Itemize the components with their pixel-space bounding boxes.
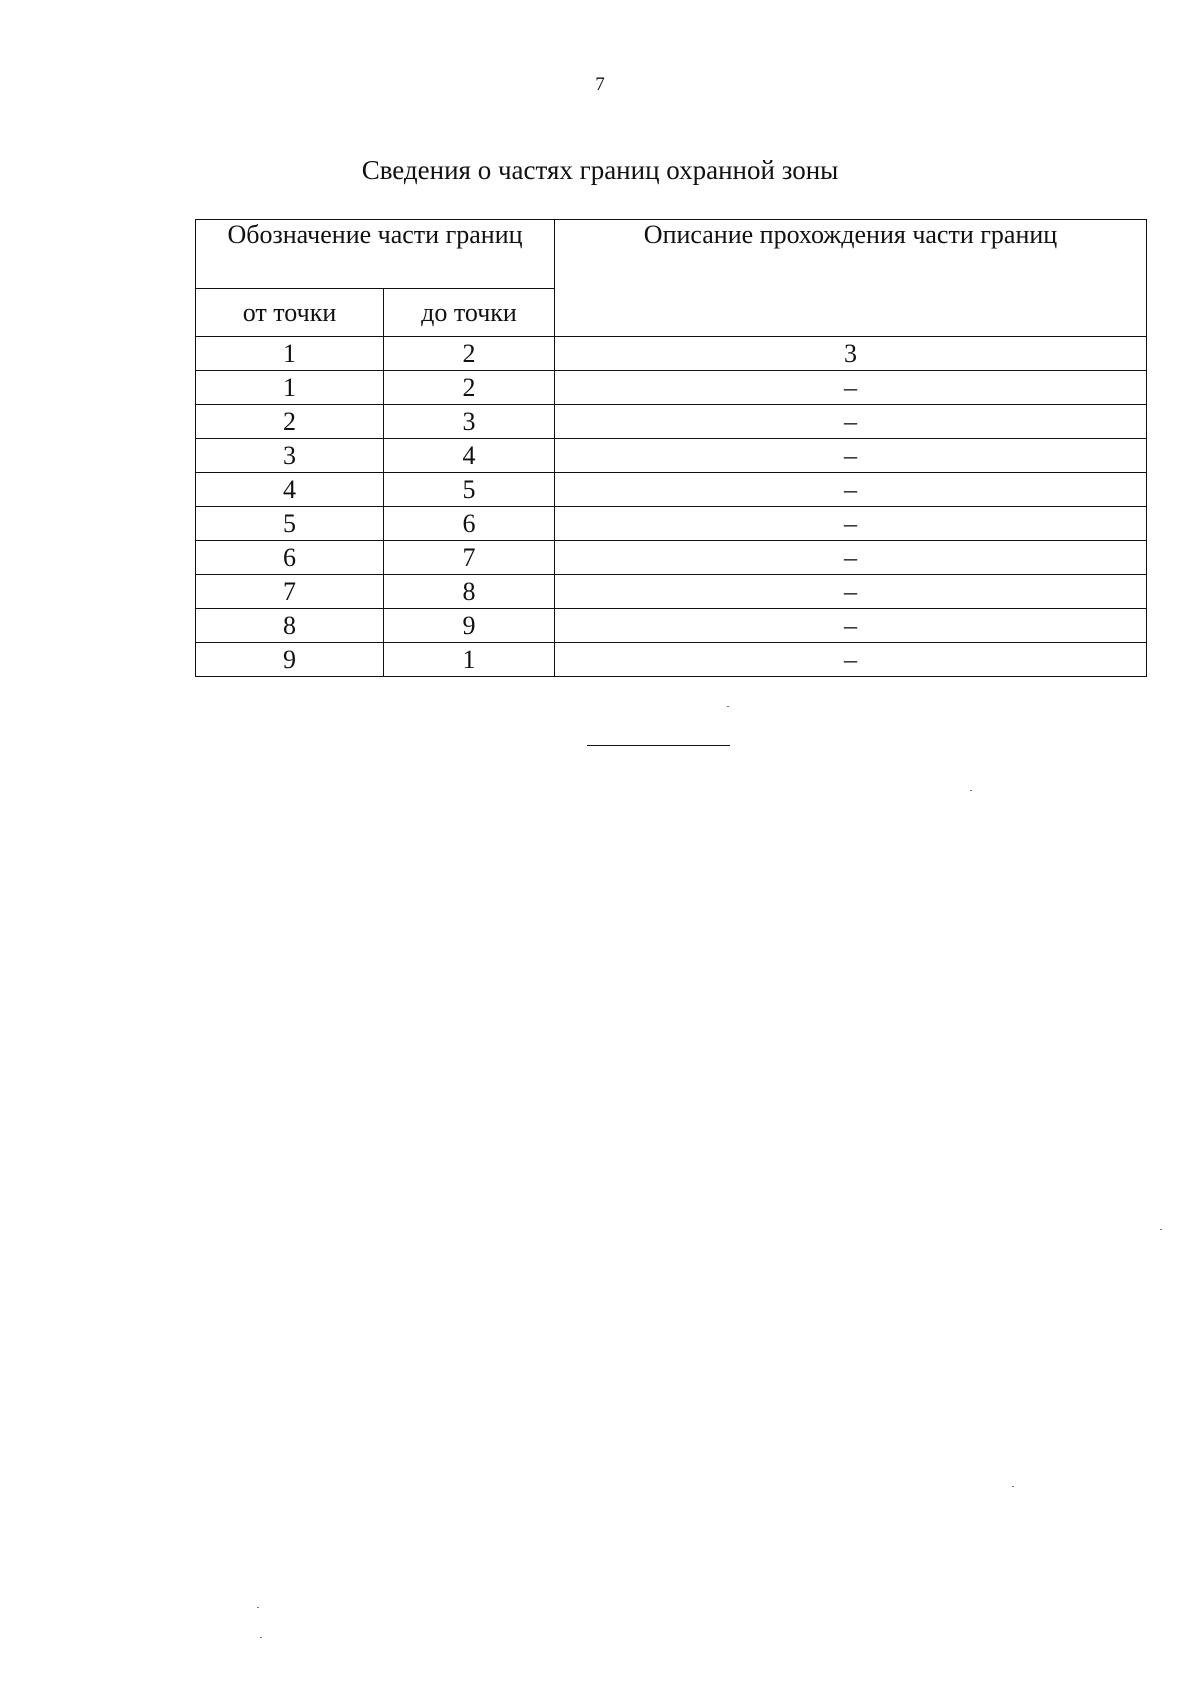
description-cell: – xyxy=(555,371,1147,405)
table-row xyxy=(196,609,1147,643)
from-point-cell: 5 xyxy=(196,507,384,541)
table-row xyxy=(196,575,1147,609)
from-point-cell: 9 xyxy=(196,643,384,677)
closing-divider xyxy=(587,745,730,746)
page-number: 7 xyxy=(595,74,605,95)
to-point-cell: 9 xyxy=(384,609,555,643)
from-point-cell: 4 xyxy=(196,473,384,507)
to-point-cell: 5 xyxy=(384,473,555,507)
description-cell: – xyxy=(555,609,1147,643)
description-cell: – xyxy=(555,405,1147,439)
from-point-cell: 3 xyxy=(196,439,384,473)
description-cell: – xyxy=(555,575,1147,609)
header-from-point: от точки xyxy=(196,289,384,337)
scan-speck xyxy=(1160,1229,1162,1230)
description-cell: – xyxy=(555,473,1147,507)
table-row xyxy=(196,439,1147,473)
description-cell: – xyxy=(555,439,1147,473)
to-point-cell: 2 xyxy=(384,371,555,405)
from-point-cell: 7 xyxy=(196,575,384,609)
table-row xyxy=(196,507,1147,541)
table-row xyxy=(196,541,1147,575)
table-row xyxy=(196,473,1147,507)
table-row xyxy=(196,405,1147,439)
to-point-cell: 3 xyxy=(384,405,555,439)
column-number: 3 xyxy=(555,337,1147,371)
to-point-cell: 7 xyxy=(384,541,555,575)
header-description: Описание прохождения части границ xyxy=(555,220,1147,337)
description-cell: – xyxy=(555,541,1147,575)
to-point-cell: 1 xyxy=(384,643,555,677)
column-number-row xyxy=(196,337,1147,371)
from-point-cell: 8 xyxy=(196,609,384,643)
to-point-cell: 8 xyxy=(384,575,555,609)
from-point-cell: 2 xyxy=(196,405,384,439)
description-cell: – xyxy=(555,507,1147,541)
to-point-cell: 4 xyxy=(384,439,555,473)
column-number: 2 xyxy=(384,337,555,371)
table-row xyxy=(196,371,1147,405)
from-point-cell: 6 xyxy=(196,541,384,575)
table-row xyxy=(196,643,1147,677)
scan-speck xyxy=(970,790,972,791)
scan-speck xyxy=(727,706,729,707)
document-title: Сведения о частях границ охранной зоны xyxy=(361,155,839,185)
from-point-cell: 1 xyxy=(196,371,384,405)
boundary-parts-table xyxy=(195,219,1147,677)
header-designation: Обозначение части границ xyxy=(196,220,555,289)
description-cell: – xyxy=(555,643,1147,677)
scan-speck xyxy=(260,1637,262,1638)
header-to-point: до точки xyxy=(384,289,555,337)
column-number: 1 xyxy=(196,337,384,371)
scan-speck xyxy=(1012,1486,1014,1487)
scan-speck xyxy=(257,1607,259,1608)
to-point-cell: 6 xyxy=(384,507,555,541)
